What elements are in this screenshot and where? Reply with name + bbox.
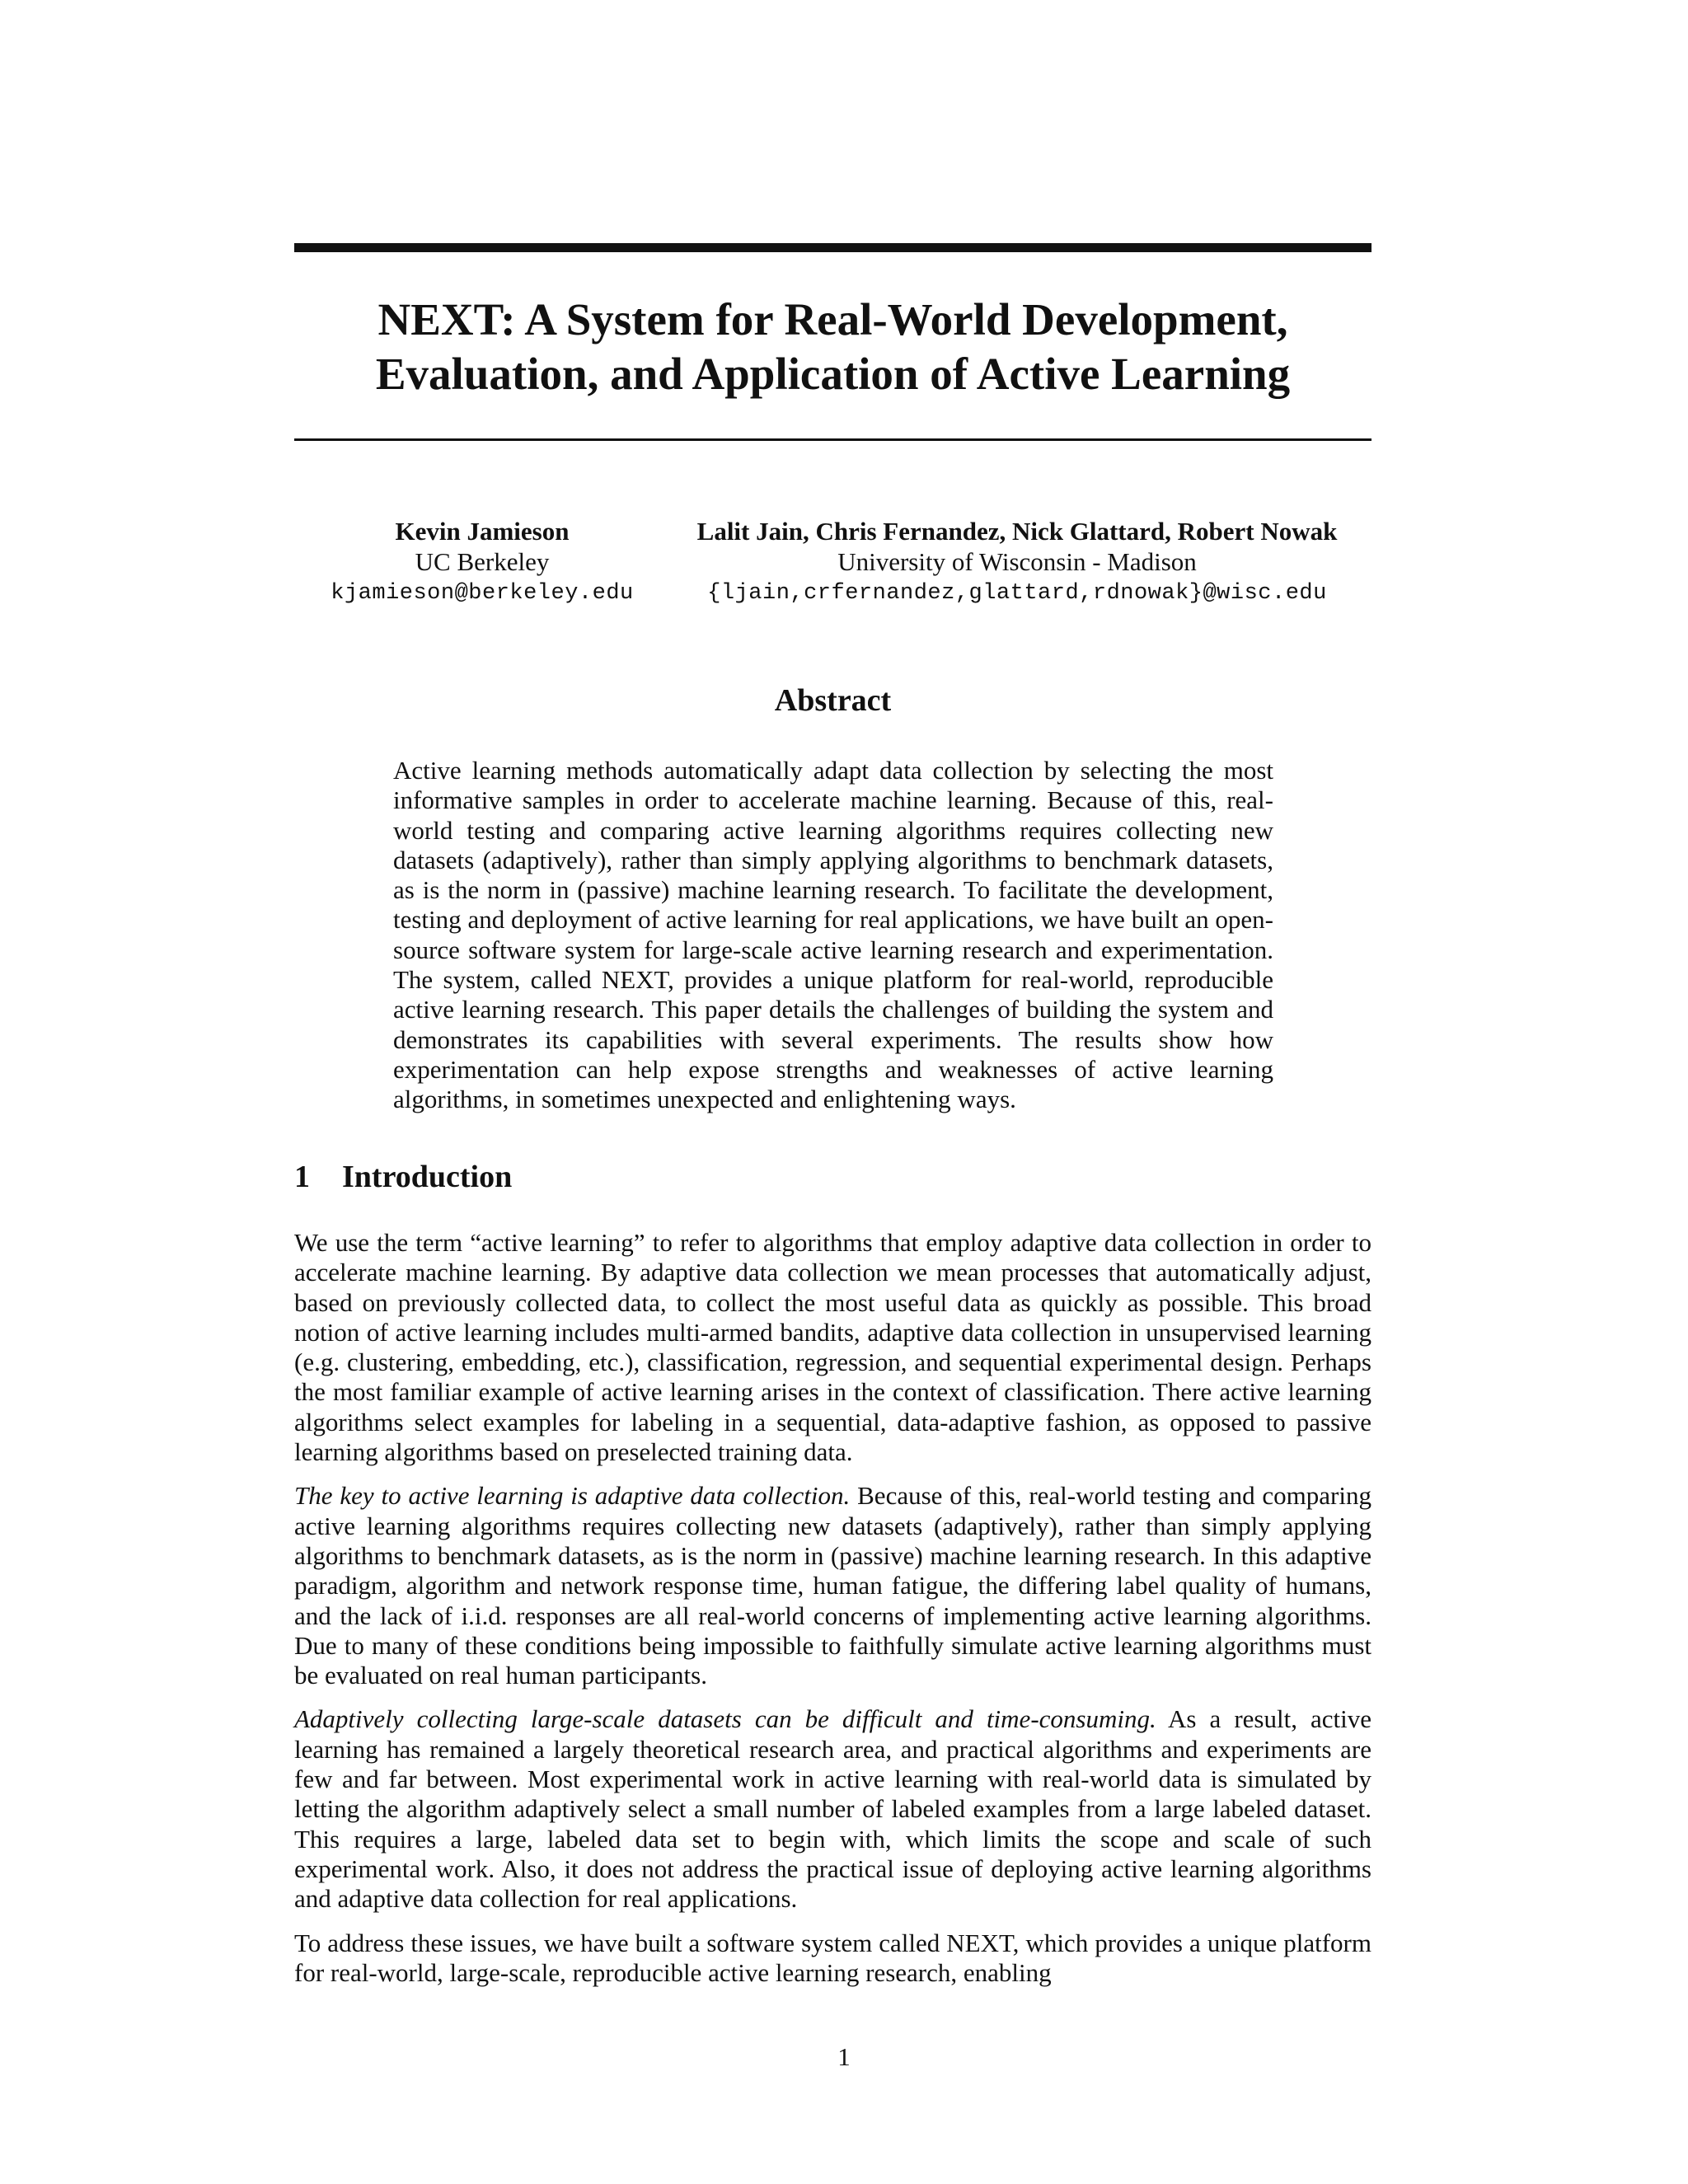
author-email: {ljain,crfernandez,glattard,rdnowak}@wisc.edu (707, 581, 1327, 606)
author-names: Kevin Jamieson (395, 517, 570, 546)
abstract-text: Active learning methods automatically adapt data collection by selecting the most informative samples in order to accelerate machine learning. Because of this, real-world testing and comparing active learning algorithms requires collecting new datasets (adaptively), rather than simply applying algorithms to benchmark datasets, as is the norm in (passive) machine learning research. To facilitate the development, testing and deployment of active learning for real applications, we have built an open-source software system for large-scale active learning research and experimentation. The system, called NEXT, provides a unique platform for real-world, reproducible active learning research. This paper details the challenges of building the system and demonstrates its capabilities with several experiments. The results show how experimentation can help expose strengths and weaknesses of active learning algorithms, in sometimes unexpected and enlightening ways. (393, 756, 1273, 1114)
abstract-heading: Abstract (774, 683, 892, 718)
paragraph-text: To address these issues, we have built a software system called NEXT, which provides a unique platform for real-world, large-scale, reproducible active learning research, enabling (294, 1928, 1372, 1987)
section-title: Introduction (342, 1160, 513, 1194)
author-affiliation: UC Berkeley (415, 547, 550, 576)
section-number: 1 (294, 1160, 310, 1194)
title-top-rule (294, 243, 1372, 252)
paper-title-line-2: Evaluation, and Application of Active Learning (375, 349, 1291, 399)
author-block-berkeley (307, 516, 658, 609)
paragraph-lead-italic: Adaptively collecting large-scale datasets can be difficult and time-consuming. (294, 1704, 1156, 1734)
title-bottom-rule (294, 438, 1372, 441)
paragraph-text: Because of this, real-world testing and comparing active learning algorithms requires collecting new datasets (adaptively), rather than simply applying algorithms to benchmark datasets, as is the norm in (passive) machine learning research. In this adaptive paradigm, algorithm and network response time, human fatigue, the differing label quality of humans, and the lack of i.i.d. responses are all real-world concerns of implementing active learning algorithms. Due to many of these conditions being impossible to faithfully simulate active learning algorithms must be evaluated on real human participants. (294, 1481, 1372, 1690)
body-paragraph (294, 1228, 1372, 1467)
page-number: 1 (837, 2042, 851, 2071)
author-email: kjamieson@berkeley.edu (331, 581, 634, 606)
paragraph-lead-italic: The key to active learning is adaptive data collection. (294, 1481, 851, 1511)
paper-title-line-1: NEXT: A System for Real-World Development, (377, 294, 1288, 344)
author-block-wisconsin (668, 516, 1367, 609)
body-paragraph (294, 1481, 1372, 1690)
paper-title (294, 293, 1372, 401)
author-affiliation: University of Wisconsin - Madison (837, 547, 1197, 576)
author-names: Lalit Jain, Chris Fernandez, Nick Glattard, Robert Nowak (696, 517, 1338, 546)
body-paragraph (294, 1704, 1372, 1914)
paragraph-text: We use the term “active learning” to refer to algorithms that employ adaptive data collection in order to accelerate machine learning. By adaptive data collection we mean processes that automatically adjust, based on previously collected data, to collect the most useful data as quickly as possible. This broad notion of active learning includes multi-armed bandits, adaptive data collection in unsupervised learning (e.g. clustering, embedding, etc.), classification, regression, and sequential experimental design. Perhaps the most familiar example of active learning arises in the context of classification. There active learning algorithms select examples for labeling in a sequential, data-adaptive fashion, as opposed to passive learning algorithms based on preselected training data. (294, 1228, 1372, 1467)
body-paragraph (294, 1929, 1372, 1989)
paragraph-text: As a result, active learning has remained a largely theoretical research area, and practical algorithms and experiments are few and far between. Most experimental work in active learning with real-world data is simulated by letting the algorithm adaptively select a small number of labeled examples from a large labeled dataset. This requires a large, labeled data set to begin with, which limits the scope and scale of such experimental work. Also, it does not address the practical issue of deploying active learning algorithms and adaptive data collection for real applications. (294, 1704, 1372, 1914)
introduction-body (294, 1228, 1372, 2002)
section-heading-introduction (294, 1158, 1036, 1196)
